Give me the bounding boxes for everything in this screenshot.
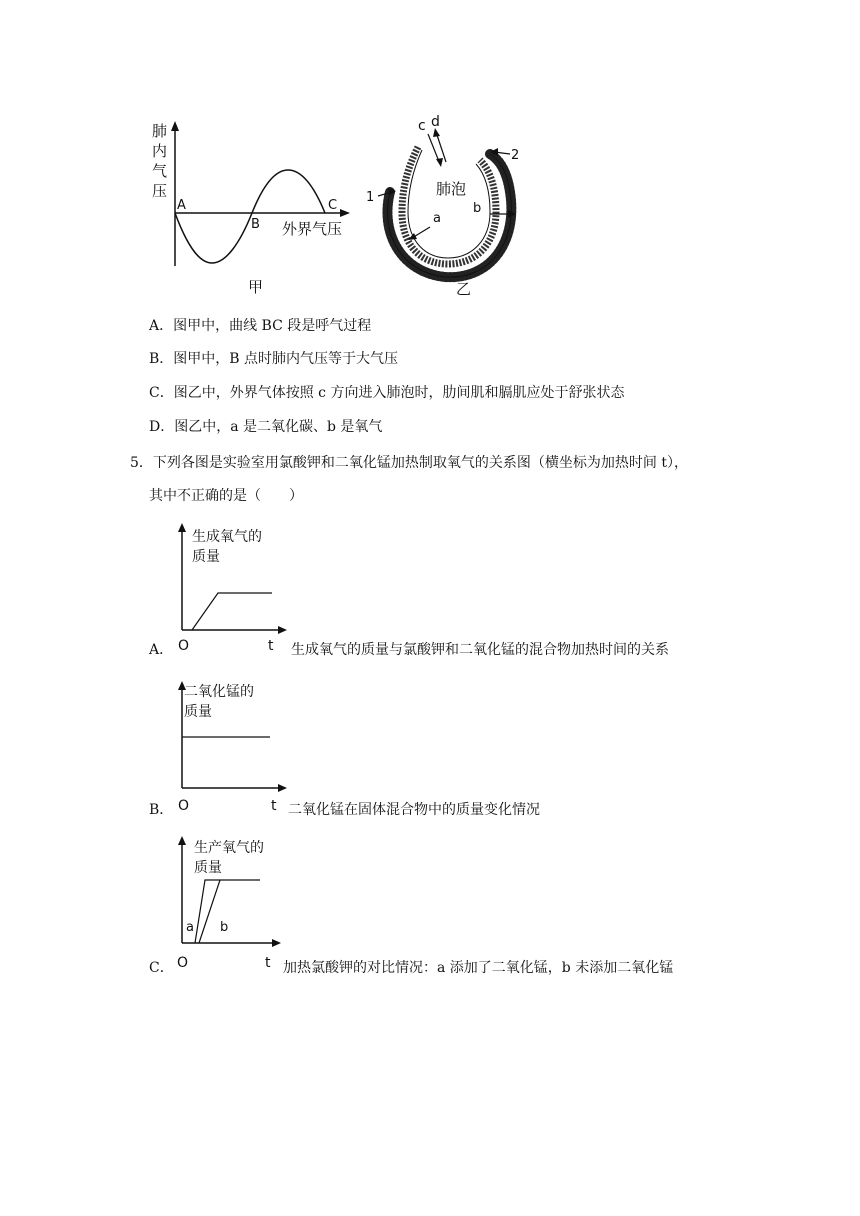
q5-chart-c[interactable]	[170, 833, 290, 973]
q5-option-b-letter[interactable]: B．	[149, 802, 174, 818]
q4-option-b[interactable]: B．图甲中，B 点时肺内气压等于大气压	[149, 351, 399, 367]
q5-option-c-text[interactable]: 加热氯酸钾的对比情况：a 添加了二氧化锰，b 未添加二氧化锰	[283, 960, 674, 976]
q5c-label-a: a	[186, 920, 194, 935]
jia-ylabel-4: 压	[152, 182, 168, 200]
jia-point-b: B	[251, 217, 260, 232]
q5a-x-arrow	[278, 626, 287, 634]
q5a-ylabel-1: 生成氧气的	[192, 529, 262, 545]
q4-option-d[interactable]: D．图乙中，a 是二氧化碳、b 是氧气	[149, 419, 383, 435]
q5b-xlabel: t	[271, 798, 277, 814]
jia-ylabel-3: 气	[152, 162, 168, 180]
q5b-ylabel-1: 二氧化锰的	[184, 684, 254, 700]
q5c-label-b: b	[220, 920, 229, 935]
q5a-curve	[192, 593, 272, 630]
q5c-origin: O	[177, 955, 189, 971]
yi-arrow-c-head	[436, 158, 443, 167]
q5a-ylabel-2: 质量	[192, 549, 220, 565]
yi-center-label: 肺泡	[436, 180, 467, 198]
jia-x-label: 外界气压	[282, 220, 343, 238]
q5c-ylabel-1: 生产氧气的	[194, 840, 264, 856]
q5a-origin: O	[178, 638, 190, 654]
yi-label-d: d	[431, 114, 440, 130]
q5-option-b-text[interactable]: 二氧化锰在固体混合物中的质量变化情况	[288, 802, 540, 818]
q5-option-a-letter[interactable]: A．	[149, 642, 174, 658]
q5a-y-arrow	[178, 523, 186, 532]
jia-caption: 甲	[248, 278, 264, 296]
q5b-ylabel-2: 质量	[184, 704, 212, 720]
q5c-xlabel: t	[265, 955, 271, 971]
figure-yi	[360, 112, 530, 302]
q5-option-a-text[interactable]: 生成氧气的质量与氯酸钾和二氧化锰的混合物加热时间的关系	[291, 642, 669, 658]
jia-x-arrow	[340, 209, 350, 217]
q5b-origin: O	[178, 798, 190, 814]
yi-arrow-a-head	[408, 233, 417, 240]
jia-y-arrow	[171, 121, 179, 131]
jia-ylabel-1: 肺	[152, 122, 168, 140]
q4-option-a[interactable]: A．图甲中，曲线 BC 段是呼气过程	[149, 318, 372, 334]
jia-point-c: C	[328, 198, 338, 213]
figure-jia	[140, 118, 360, 303]
q5-chart-a[interactable]	[170, 520, 290, 660]
yi-label-2: 2	[511, 148, 520, 163]
q5c-x-arrow	[272, 939, 281, 947]
jia-point-a: A	[177, 198, 186, 213]
yi-label-a: a	[433, 211, 441, 226]
q5c-y-arrow	[178, 836, 186, 845]
yi-label-c: c	[418, 118, 426, 134]
q5-chart-b[interactable]	[170, 678, 290, 818]
yi-caption: 乙	[456, 280, 472, 298]
q5-stem-line1: 5．下列各图是实验室用氯酸钾和二氧化锰加热制取氧气的关系图（横坐标为加热时间 t），	[130, 455, 688, 471]
q4-option-c[interactable]: C．图乙中，外界气体按照 c 方向进入肺泡时，肋间肌和膈肌应处于舒张状态	[149, 385, 625, 401]
yi-label-1: 1	[366, 190, 375, 205]
q5c-ylabel-2: 质量	[194, 860, 222, 876]
jia-ylabel-2: 内	[152, 142, 168, 160]
q5c-curve-b	[199, 880, 220, 943]
yi-label-b: b	[473, 201, 482, 216]
q5-stem-line2: 其中不正确的是（ ）	[149, 488, 303, 504]
q5b-x-arrow	[278, 784, 287, 792]
q5a-xlabel: t	[268, 638, 274, 654]
jia-pressure-curve	[175, 170, 325, 263]
q5-option-c-letter[interactable]: C．	[149, 960, 174, 976]
